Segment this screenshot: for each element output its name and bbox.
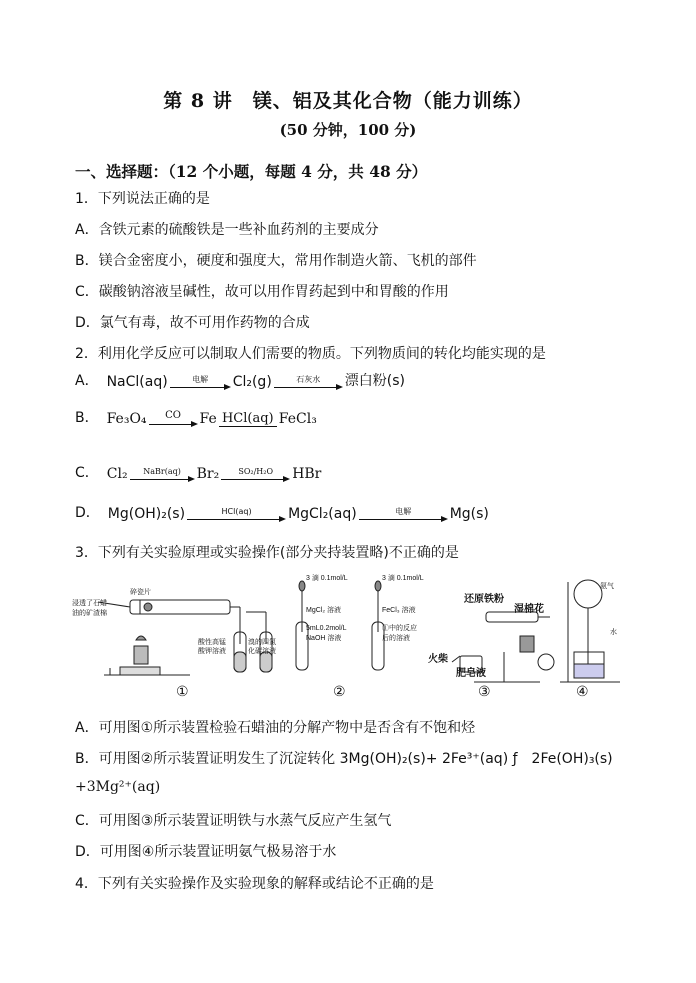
arrow-condition: CO: [165, 410, 181, 421]
fig1-label: 油的矿渣棉: [72, 610, 107, 617]
fig4-label: 水: [610, 629, 617, 636]
species: Br₂: [196, 466, 220, 482]
option-label: A．: [75, 373, 99, 389]
reaction-arrow: [221, 467, 290, 482]
option-label: B．: [75, 410, 99, 426]
fig1-label: 溴的四氯: [248, 639, 276, 646]
reaction-arrow: [219, 411, 277, 427]
q2-option-b: [75, 407, 317, 427]
reaction-arrow: [187, 507, 286, 522]
page-subtitle: (50 分钟，100 分): [279, 121, 417, 139]
q3-stem: 3．下列有关实验原理或实验操作(部分夹持装置略)不正确的是: [75, 545, 459, 561]
fig4-label: 氨气: [600, 583, 614, 590]
fig2-label: FeCl₃ 溶液: [382, 607, 416, 614]
species: MgCl₂(aq): [288, 506, 357, 522]
q1-option-a: A．含铁元素的硫酸铁是一些补血药剂的主要成分: [75, 222, 379, 238]
species: Cl₂: [106, 466, 128, 482]
species: 漂白粉(s): [344, 373, 405, 389]
species: Cl₂(g): [232, 374, 272, 390]
reaction-arrow: [170, 375, 231, 390]
option-label: D．: [75, 505, 100, 521]
species: NaCl(aq): [106, 374, 168, 390]
fig3-label: 火柴: [428, 654, 448, 665]
q4-stem: 4．下列有关实验操作及实验现象的解释或结论不正确的是: [75, 876, 434, 892]
figure-number: ③: [478, 684, 491, 700]
fig2-label: 5mL0.2mol/L: [306, 625, 347, 632]
arrow-condition: HCl(aq): [221, 411, 274, 426]
arrow-condition: 电解: [192, 375, 209, 384]
apparatus-drawing: [72, 572, 630, 702]
fig3-label: 还原铁粉: [464, 594, 504, 605]
fig2-label: NaOH 溶液: [306, 635, 342, 642]
species: FeCl₃: [278, 411, 317, 427]
q1-option-b: B．镁合金密度小，硬度和强度大，常用作制造火箭、飞机的部件: [75, 253, 477, 269]
fig1-label: 浸透了石蜡: [72, 600, 107, 607]
q1-option-c: C．碳酸钠溶液呈碱性，故可以用作胃药起到中和胃酸的作用: [75, 284, 449, 300]
fig3-label: 肥皂液: [456, 668, 486, 679]
q2-stem: 2．利用化学反应可以制取人们需要的物质。下列物质间的转化均能实现的是: [75, 346, 546, 362]
fig2-label: ①中的反应: [382, 625, 417, 632]
fig1-label: 化碳溶液: [248, 648, 276, 655]
reaction-arrow: [274, 375, 343, 390]
fig2-label: 后的溶液: [382, 635, 410, 642]
species: Mg(OH)₂(s): [107, 506, 186, 522]
species: HBr: [292, 466, 322, 482]
fig1-label: 酸性高锰: [198, 639, 226, 646]
figure-number: ②: [333, 684, 346, 700]
apparatus-figures: [72, 572, 630, 702]
q3-option-c: C．可用图③所示装置证明铁与水蒸气反应产生氢气: [75, 813, 392, 829]
q2-option-d: [75, 502, 489, 522]
arrow-condition: HCl(aq): [221, 507, 252, 516]
arrow-condition: 石灰水: [296, 375, 321, 384]
q2-option-a: [75, 370, 405, 390]
figure-number: ①: [176, 684, 189, 700]
q3-option-a: A．可用图①所示装置检验石蜡油的分解产物中是否含有不饱和烃: [75, 720, 476, 736]
q3-option-b: B．可用图②所示装置证明发生了沉淀转化 3Mg(OH)₂(s)+ 2Fe³⁺(aq) ƒ 2Fe(OH)₃(s): [75, 751, 613, 767]
option-label: C．: [75, 465, 99, 481]
arrow-condition: SO₂/H₂O: [238, 467, 274, 476]
fig2-label: 3 滴 0.1mol/L: [306, 575, 348, 582]
q2-option-c: [75, 462, 321, 482]
species: Mg(s): [449, 506, 489, 522]
q3-option-d: D．可用图④所示装置证明氨气极易溶于水: [75, 844, 337, 860]
figure-number: ④: [576, 684, 589, 700]
fig2-label: 3 滴 0.1mol/L: [382, 575, 424, 582]
q1-option-d: D．氯气有毒，故不可用作药物的合成: [75, 315, 310, 331]
section-heading: 一、选择题：（12 个小题，每题 4 分，共 48 分）: [75, 162, 428, 181]
species: Fe: [199, 411, 217, 427]
fig3-label: 湿棉花: [514, 604, 544, 615]
fig1-label: 碎瓷片: [130, 589, 151, 596]
arrow-condition: NaBr(aq): [143, 467, 181, 476]
reaction-arrow: [130, 467, 195, 482]
page-title: 第 8 讲 镁、铝及其化合物（能力训练）: [163, 90, 533, 112]
reaction-arrow: [149, 410, 198, 427]
fig2-label: MgCl₂ 溶液: [306, 607, 341, 614]
species: Fe₃O₄: [106, 411, 147, 427]
q1-stem: 1．下列说法正确的是: [75, 191, 210, 207]
reaction-arrow: [359, 507, 448, 522]
fig1-label: 酸钾溶液: [198, 648, 226, 655]
q3-option-b-cont: +3Mg²⁺(aq): [75, 779, 161, 795]
arrow-condition: 电解: [395, 507, 412, 516]
